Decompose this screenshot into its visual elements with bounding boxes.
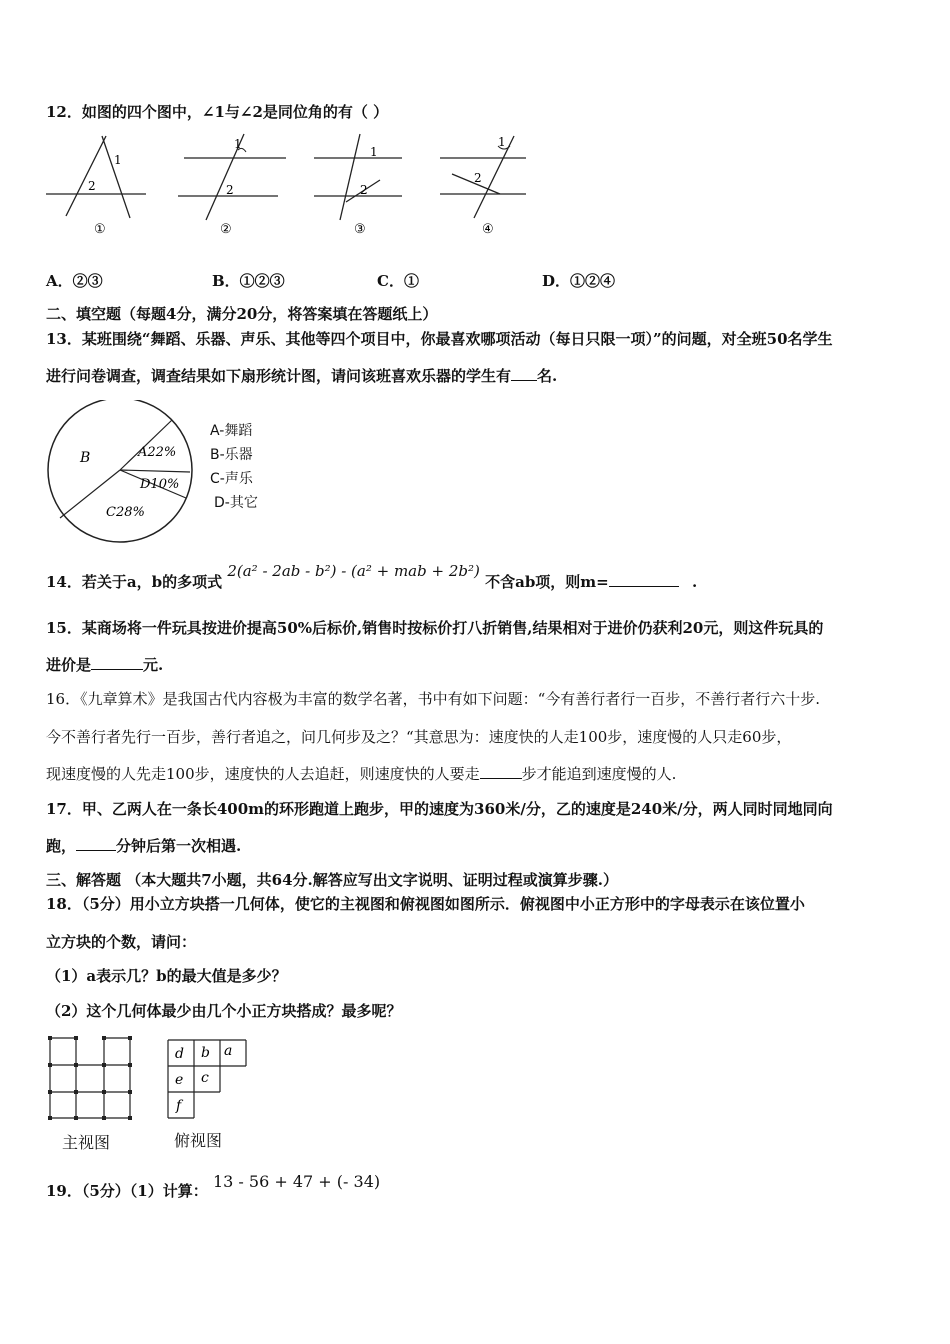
cell-e: e (175, 1072, 184, 1088)
pie-label-b: B (80, 450, 91, 466)
q12-figure-4 (434, 132, 534, 237)
q14-end: . (691, 573, 698, 591)
q18-sub1: （1）a表示几？b的最大值是多少？ (46, 967, 287, 985)
q16-blank[interactable] (480, 764, 522, 779)
cell-a: a (224, 1043, 233, 1059)
q15-blank[interactable] (91, 655, 143, 670)
q17-line2 (46, 836, 241, 856)
q19-expression: 13 - 56 + 47 + (- 34) (212, 1172, 381, 1191)
angle2-label: 2 (474, 171, 482, 185)
q17-line2-b: 分钟后第一次相遇. (116, 837, 242, 855)
section3-title: 三、解答题 （本大题共7小题，共64分.解答应写出文字说明、证明过程或演算步骤.） (46, 871, 618, 889)
q19-line (46, 1172, 381, 1201)
q18-top-view (166, 1038, 250, 1120)
q13-line2-a: 进行问卷调查，调查结果如下扇形统计图，请问该班喜欢乐器的学生有 (46, 367, 512, 385)
q15-line2-a: 进价是 (46, 656, 92, 674)
q13-legend (210, 419, 258, 515)
fig-label-4: ④ (482, 222, 494, 237)
q15-line2 (46, 655, 163, 675)
q18-line1: 18．（5分）用小立方块搭一几何体，使它的主视图和俯视图如图所示．俯视图中小正方形中的字母表示在该位置小 (46, 895, 805, 913)
q16-line2: 今不善行者先行一百步，善行者追之，问几何步及之？“其意思为：速度快的人走100步，速度慢的人只走60步， (46, 728, 792, 746)
fig-label-2: ② (220, 222, 232, 237)
section2-title: 二、填空题（每题4分，满分20分，将答案填在答题纸上） (46, 305, 438, 323)
fig-label-1: ① (94, 222, 106, 237)
pie-label-a: A22% (138, 445, 177, 460)
q12-figure-1 (44, 132, 154, 237)
q17-line1: 17．甲、乙两人在一条长400m的环形跑道上跑步，甲的速度为360米/分，乙的速度是240米/分，两人同时同地同向 (46, 800, 833, 818)
q14-blank[interactable] (609, 572, 679, 587)
q18-line2: 立方块的个数，请问： (46, 933, 197, 951)
q18-front-view (46, 1036, 136, 1120)
legend-d: D-其它 (214, 495, 258, 511)
pie-label-d: D10% (140, 477, 180, 492)
q13-line1: 13．某班围绕“舞蹈、乐器、声乐、其他等四个项目中，你最喜欢哪项活动（每日只限一项）”的问题，对全班50名学生 (46, 330, 833, 348)
angle1-label: 1 (370, 145, 378, 159)
q16-line1: 16．《九章算术》是我国古代内容极为丰富的数学名著，书中有如下问题：“今有善行者行一百步，不善行者行六十步. (46, 690, 821, 708)
q12-stem: 12．如图的四个图中，∠1与∠2是同位角的有（ ） (46, 103, 389, 121)
top-view-caption: 俯视图 (174, 1131, 223, 1150)
q18-sub2: （2）这个几何体最少由几个小正方块搭成？最多呢？ (46, 1002, 402, 1020)
angle1-label: 1 (114, 153, 122, 167)
front-view-caption: 主视图 (62, 1133, 111, 1152)
legend-c: C-声乐 (210, 471, 253, 487)
cell-b: b (201, 1045, 210, 1061)
q13-pie-chart (44, 400, 196, 552)
angle1-label: 1 (498, 135, 506, 149)
q12-figure-3 (310, 132, 410, 237)
fig-label-3: ③ (354, 222, 366, 237)
q19-pre: 19．（5分）（1）计算： (46, 1182, 208, 1200)
q17-line2-a: 跑， (46, 837, 77, 855)
q14-mid: 不含ab项，则m= (485, 573, 609, 591)
option-b: B．①②③ (212, 272, 285, 290)
legend-b: B-乐器 (210, 447, 253, 463)
q16-line3-b: 步才能追到速度慢的人. (521, 765, 677, 783)
angle2-label: 2 (360, 183, 368, 197)
option-d: D．①②④ (542, 272, 616, 290)
q13-blank[interactable] (511, 366, 537, 381)
pie-label-c: C28% (106, 505, 145, 520)
q13-line2 (46, 366, 557, 386)
q16-line3 (46, 764, 676, 784)
legend-a: A-舞蹈 (210, 423, 253, 439)
q12-figure-2 (176, 132, 288, 237)
q14-expression: 2(a² - 2ab - b²) - (a² + mab + 2b²) (227, 562, 480, 580)
cell-c: c (201, 1070, 209, 1086)
cell-f: f (176, 1098, 182, 1114)
angle2-label: 2 (88, 179, 96, 193)
q16-line3-a: 现速度慢的人先走100步，速度快的人去追赶，则速度快的人要走 (46, 765, 480, 783)
option-c: C．① (377, 272, 419, 290)
q15-line2-b: 元. (143, 656, 164, 674)
q14-line (46, 562, 698, 592)
option-a: A．②③ (46, 272, 103, 290)
cell-d: d (175, 1046, 184, 1062)
q17-blank[interactable] (76, 836, 116, 851)
q14-pre: 14．若关于a，b的多项式 (46, 573, 223, 591)
angle1-label: 1 (234, 137, 242, 151)
q15-line1: 15．某商场将一件玩具按进价提高50%后标价,销售时按标价打八折销售,结果相对于进价仍获利20元，则这件玩具的 (46, 619, 824, 637)
q13-line2-b: 名. (537, 367, 558, 385)
angle2-label: 2 (226, 183, 234, 197)
